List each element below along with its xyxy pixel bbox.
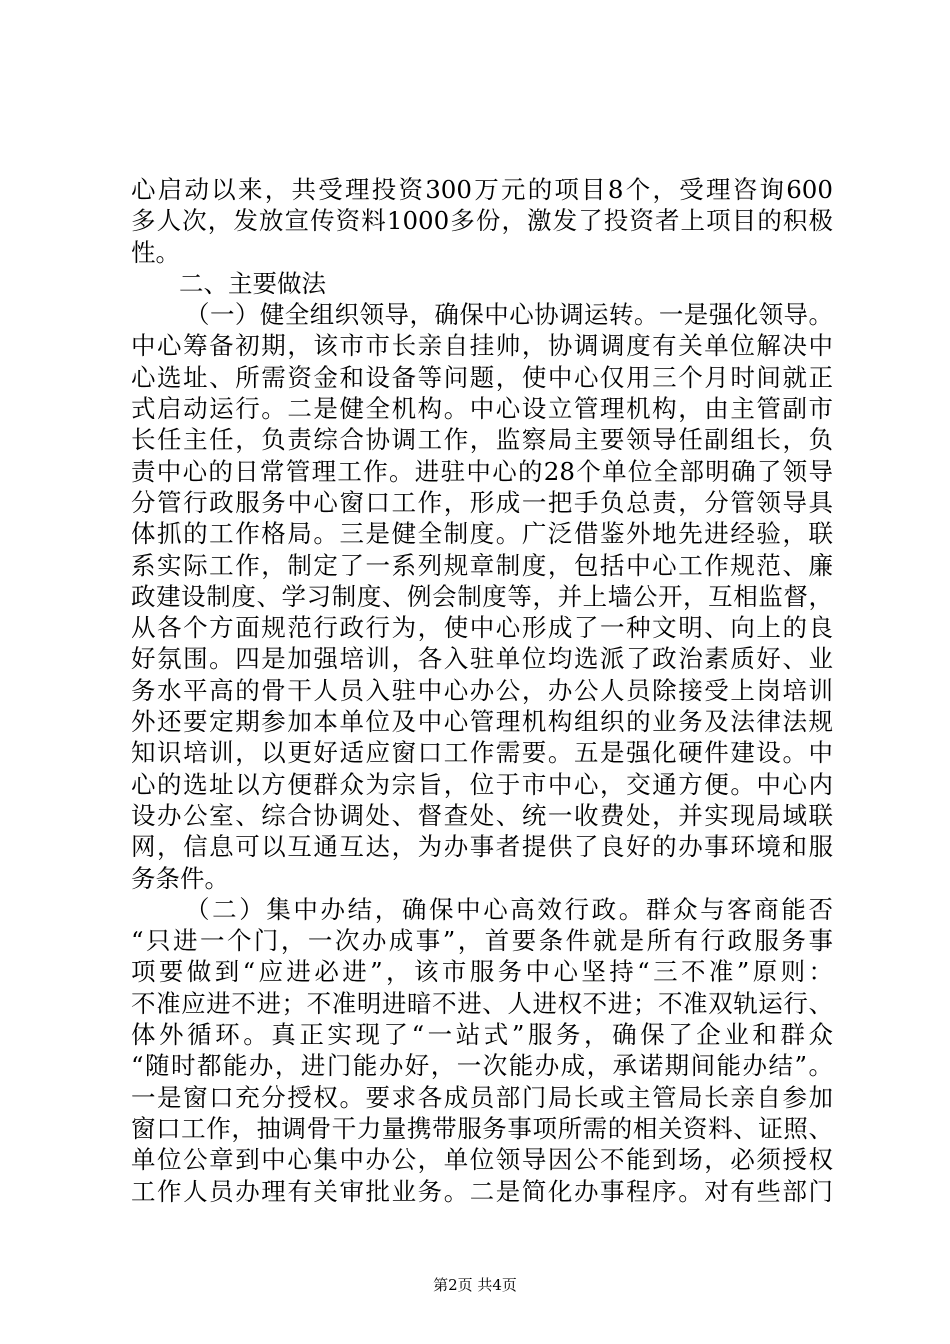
text-line: 网，信息可以互通互达，为办事者提供了良好的办事环境和服 [131, 832, 833, 862]
text-line: 务水平高的骨干人员入驻中心办公，办公人员除接受上岗培训 [131, 675, 833, 705]
text-line: “随时都能办，进门能办好，一次能办成，承诺期间能办结”。 [131, 1051, 833, 1081]
text-line: 式启动运行。二是健全机构。中心设立管理机构，由主管副市 [131, 394, 833, 424]
text-line: 心的选址以方便群众为宗旨，位于市中心，交通方便。中心内 [131, 769, 833, 799]
text-line: 不准应进不进；不准明进暗不进、人进权不进；不准双轨运行、 [131, 988, 833, 1018]
text-line: 系实际工作，制定了一系列规章制度，包括中心工作规范、廉 [131, 550, 833, 580]
text-line: 分管行政服务中心窗口工作，形成一把手负总责，分管领导具 [131, 487, 833, 517]
text-line: 窗口工作，抽调骨干力量携带服务事项所需的相关资料、证照、 [131, 1113, 833, 1143]
text-line: 从各个方面规范行政行为，使中心形成了一种文明、向上的良 [131, 613, 833, 643]
text-line: 性。 [131, 237, 180, 267]
text-line: 责中心的日常管理工作。进驻中心的28个单位全部明确了领导 [131, 456, 833, 486]
text-line: 单位公章到中心集中办公，单位领导因公不能到场，必须授权 [131, 1145, 833, 1175]
text-line: 知识培训，以更好适应窗口工作需要。五是强化硬件建设。中 [131, 738, 833, 768]
text-line: 好氛围。四是加强培训，各入驻单位均选派了政治素质好、业 [131, 644, 833, 674]
page-number-footer: 第2页 共4页 [433, 1276, 517, 1294]
text-line: 外还要定期参加本单位及中心管理机构组织的业务及法律法规 [131, 707, 833, 737]
text-line: 政建设制度、学习制度、例会制度等，并上墙公开，互相监督， [131, 581, 833, 611]
section-heading: 二、主要做法 [179, 268, 326, 298]
text-line: 一是窗口充分授权。要求各成员部门局长或主管局长亲自参加 [131, 1082, 833, 1112]
text-line: 设办公室、综合协调处、督查处、统一收费处，并实现局域联 [131, 800, 833, 830]
text-line: 长任主任，负责综合协调工作，监察局主要领导任副组长，负 [131, 425, 833, 455]
subsection-heading-line: （一）健全组织领导，确保中心协调运转。一是强化领导。 [185, 300, 833, 330]
text-line: 心选址、所需资金和设备等问题，使中心仅用三个月时间就正 [131, 362, 833, 392]
text-line: 工作人员办理有关审批业务。二是简化办事程序。对有些部门 [131, 1176, 833, 1206]
text-line: “只进一个门，一次办成事”，首要条件就是所有行政服务事 [131, 926, 833, 956]
text-line: 项要做到“应进必进”，该市服务中心坚持“三不准”原则： [131, 957, 833, 987]
text-line: 体外循环。真正实现了“一站式”服务，确保了企业和群众 [131, 1020, 833, 1050]
document-body [131, 174, 833, 1207]
text-line: 体抓的工作格局。三是健全制度。广泛借鉴外地先进经验，联 [131, 519, 833, 549]
subsection-heading-line: （二）集中办结，确保中心高效行政。群众与客商能否 [185, 894, 833, 924]
text-line: 心启动以来，共受理投资300万元的项目8个，受理咨询600 [131, 175, 833, 204]
text-line: 多人次，发放宣传资料1000多份，激发了投资者上项目的积极 [131, 206, 833, 236]
text-line: 务条件。 [131, 863, 229, 893]
text-line: 中心筹备初期，该市市长亲自挂帅，协调调度有关单位解决中 [131, 331, 833, 361]
